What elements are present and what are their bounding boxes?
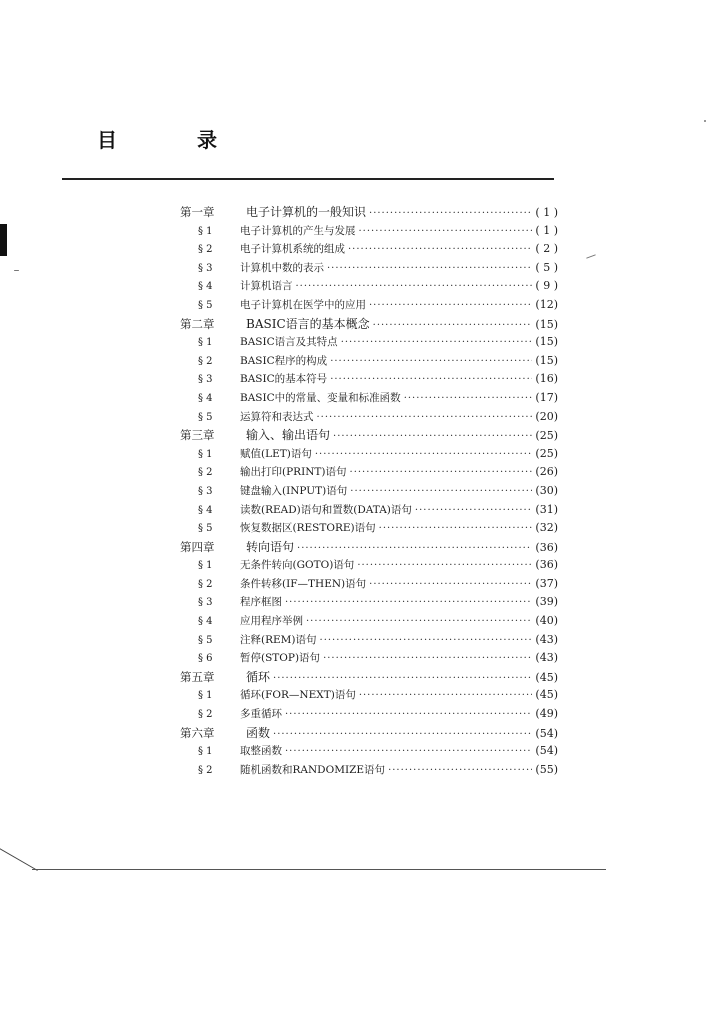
toc-section-row	[180, 631, 558, 650]
toc-page-number: (32)	[535, 521, 558, 535]
toc-section-row	[180, 649, 558, 668]
toc-number: § 4	[198, 392, 213, 404]
toc-chapter-row	[180, 426, 558, 445]
toc-number: 第六章	[180, 725, 215, 740]
toc-number: 第一章	[180, 205, 215, 219]
toc-page-number: (15)	[535, 353, 558, 367]
toc-title: BASIC中的常量、变量和标准函数	[240, 391, 401, 404]
toc-title: BASIC语言的基本概念	[246, 316, 370, 331]
toc-page-number: (20)	[535, 409, 558, 423]
toc-title: 输出打印(PRINT)语句	[240, 466, 347, 479]
toc-leader-dots	[415, 502, 533, 521]
toc-leader-dots	[315, 446, 533, 465]
toc-leader-dots	[350, 464, 533, 483]
toc-leader-dots	[296, 278, 533, 297]
toc-leader-dots	[327, 260, 532, 279]
toc-number: 第五章	[180, 669, 215, 684]
toc-title: 电子计算机的一般知识	[246, 205, 367, 219]
toc-page-number: (31)	[535, 502, 558, 516]
toc-number: § 3	[198, 374, 213, 386]
toc-page-number: (16)	[535, 372, 558, 386]
toc-section-row	[180, 259, 558, 278]
toc-leader-dots	[273, 726, 532, 745]
toc-section-row	[180, 240, 558, 259]
toc-number: § 1	[198, 448, 213, 460]
toc-leader-dots	[341, 334, 533, 353]
toc-section-row	[180, 352, 558, 371]
toc-title: BASIC的基本符号	[240, 373, 328, 386]
toc-title: 程序框图	[240, 596, 282, 609]
toc-section-row	[180, 277, 558, 296]
toc-page-number: (45)	[535, 670, 558, 684]
toc-number: 第二章	[180, 316, 215, 331]
toc-page-number: ( 5 )	[535, 260, 558, 274]
toc-leader-dots	[323, 650, 532, 669]
toc-page-number: (30)	[535, 483, 558, 497]
toc-leader-dots	[330, 371, 532, 390]
toc-title: 运算符和表达式	[240, 410, 314, 423]
page-title: 目 录	[97, 128, 247, 152]
toc-number: § 5	[198, 523, 213, 535]
toc-section-row	[180, 482, 558, 501]
table-of-contents	[180, 203, 558, 779]
toc-section-row	[180, 296, 558, 315]
toc-number: § 5	[198, 411, 213, 423]
toc-title: 应用程序举例	[240, 615, 303, 628]
toc-section-row	[180, 445, 558, 464]
toc-title: 电子计算机在医学中的应用	[240, 298, 366, 311]
toc-number: § 4	[198, 281, 213, 293]
toc-leader-dots	[348, 241, 532, 260]
scan-edge-line	[0, 846, 38, 871]
toc-number: § 5	[198, 299, 213, 311]
toc-leader-dots	[285, 743, 532, 762]
toc-leader-dots	[350, 483, 532, 502]
toc-leader-dots	[306, 613, 532, 632]
toc-page-number: (36)	[535, 558, 558, 572]
toc-page-number: (25)	[535, 429, 558, 443]
toc-leader-dots	[285, 594, 532, 613]
toc-section-row	[180, 333, 558, 352]
toc-title: BASIC程序的构成	[240, 354, 328, 367]
scan-speck	[14, 270, 19, 271]
toc-title: 输入、输出语句	[246, 428, 331, 443]
toc-section-row	[180, 389, 558, 408]
toc-title: BASIC语言及其特点	[240, 336, 338, 349]
toc-section-row	[180, 556, 558, 575]
toc-chapter-row	[180, 668, 558, 687]
toc-number: § 2	[198, 467, 213, 479]
toc-leader-dots	[373, 317, 533, 336]
toc-section-row	[180, 593, 558, 612]
toc-number: § 3	[198, 597, 213, 609]
toc-title: 多重循环	[240, 708, 282, 721]
toc-leader-dots	[317, 409, 533, 428]
toc-number: § 1	[198, 337, 213, 349]
title-rule	[62, 178, 554, 180]
toc-number: § 4	[198, 504, 213, 516]
toc-number: § 1	[198, 225, 213, 237]
toc-page-number: (43)	[535, 651, 558, 665]
toc-number: § 3	[198, 262, 213, 274]
toc-number: § 1	[198, 690, 213, 702]
toc-title: 条件转移(IF—THEN)语句	[240, 577, 367, 590]
toc-title: 循环	[246, 669, 271, 684]
toc-section-row	[180, 705, 558, 724]
toc-chapter-row	[180, 203, 558, 222]
toc-page-number: (54)	[535, 744, 558, 758]
toc-section-row	[180, 408, 558, 427]
toc-chapter-row	[180, 315, 558, 334]
toc-number: § 6	[198, 653, 213, 665]
toc-leader-dots	[369, 205, 532, 224]
toc-page-number: (54)	[535, 726, 558, 740]
toc-title: 恢复数据区(RESTORE)语句	[240, 522, 376, 535]
toc-title: 电子计算机系统的组成	[240, 243, 345, 256]
toc-number: § 2	[198, 355, 213, 367]
toc-number: § 2	[198, 578, 213, 590]
toc-page-number: (43)	[535, 632, 558, 646]
toc-number: § 1	[198, 746, 213, 758]
toc-number: § 5	[198, 634, 213, 646]
toc-number: 第四章	[180, 539, 215, 554]
toc-page-number: (55)	[535, 762, 558, 776]
toc-page-number: ( 1 )	[535, 223, 558, 237]
toc-page-number: (49)	[535, 707, 558, 721]
scan-speck	[704, 120, 706, 122]
toc-leader-dots	[379, 520, 533, 539]
toc-title: 取整函数	[240, 745, 282, 758]
toc-title: 读数(READ)语句和置数(DATA)语句	[240, 503, 412, 516]
toc-title: 计算机语言	[240, 280, 293, 293]
toc-page-number: (17)	[535, 390, 558, 404]
toc-section-row	[180, 575, 558, 594]
toc-page-number: (15)	[535, 317, 558, 331]
toc-page-number: (45)	[535, 688, 558, 702]
toc-section-row	[180, 222, 558, 241]
toc-number: § 2	[198, 764, 213, 776]
toc-leader-dots	[333, 428, 532, 447]
toc-leader-dots	[369, 576, 532, 595]
toc-number: 第三章	[180, 428, 215, 443]
toc-page-number: (25)	[535, 446, 558, 460]
toc-page-number: (37)	[535, 576, 558, 590]
toc-title: 转向语句	[246, 539, 295, 554]
toc-leader-dots	[330, 353, 532, 372]
toc-leader-dots	[359, 223, 533, 242]
toc-leader-dots	[285, 706, 532, 725]
toc-title: 注释(REM)语句	[240, 633, 317, 646]
toc-section-row	[180, 519, 558, 538]
toc-title: 函数	[246, 725, 271, 740]
scan-bottom-line	[32, 869, 606, 870]
toc-number: § 3	[198, 485, 213, 497]
toc-leader-dots	[369, 297, 532, 316]
toc-leader-dots	[357, 557, 532, 576]
toc-section-row	[180, 742, 558, 761]
toc-page-number: (40)	[535, 614, 558, 628]
toc-page-number: (39)	[535, 595, 558, 609]
toc-leader-dots	[320, 632, 533, 651]
toc-page-number: ( 1 )	[535, 206, 558, 219]
toc-page-number: ( 9 )	[535, 279, 558, 293]
toc-section-row	[180, 501, 558, 520]
toc-leader-dots	[359, 687, 533, 706]
toc-page-number: (26)	[535, 465, 558, 479]
toc-title: 赋值(LET)语句	[240, 447, 312, 460]
toc-section-row	[180, 463, 558, 482]
toc-title: 计算机中数的表示	[240, 261, 324, 274]
toc-title: 键盘输入(INPUT)语句	[240, 484, 348, 497]
toc-title: 随机函数和RANDOMIZE语句	[240, 763, 386, 776]
toc-title: 无条件转向(GOTO)语句	[240, 559, 355, 572]
scan-speck	[586, 254, 596, 258]
toc-number: § 2	[198, 244, 213, 256]
toc-leader-dots	[388, 762, 532, 781]
toc-page-number: (12)	[535, 297, 558, 311]
toc-chapter-row	[180, 538, 558, 557]
toc-section-row	[180, 761, 558, 780]
toc-number: § 1	[198, 560, 213, 572]
toc-number: § 2	[198, 709, 213, 721]
toc-leader-dots	[404, 390, 533, 409]
toc-section-row	[180, 370, 558, 389]
toc-page-number: (36)	[535, 540, 558, 554]
toc-page-number: ( 2 )	[535, 242, 558, 256]
toc-title: 循环(FOR—NEXT)语句	[240, 689, 356, 702]
toc-page-number: (15)	[535, 335, 558, 349]
toc-section-row	[180, 686, 558, 705]
scan-mark	[0, 224, 7, 256]
toc-title: 电子计算机的产生与发展	[240, 224, 356, 237]
toc-chapter-row	[180, 724, 558, 743]
toc-section-row	[180, 612, 558, 631]
toc-title: 暂停(STOP)语句	[240, 652, 321, 665]
toc-number: § 4	[198, 616, 213, 628]
